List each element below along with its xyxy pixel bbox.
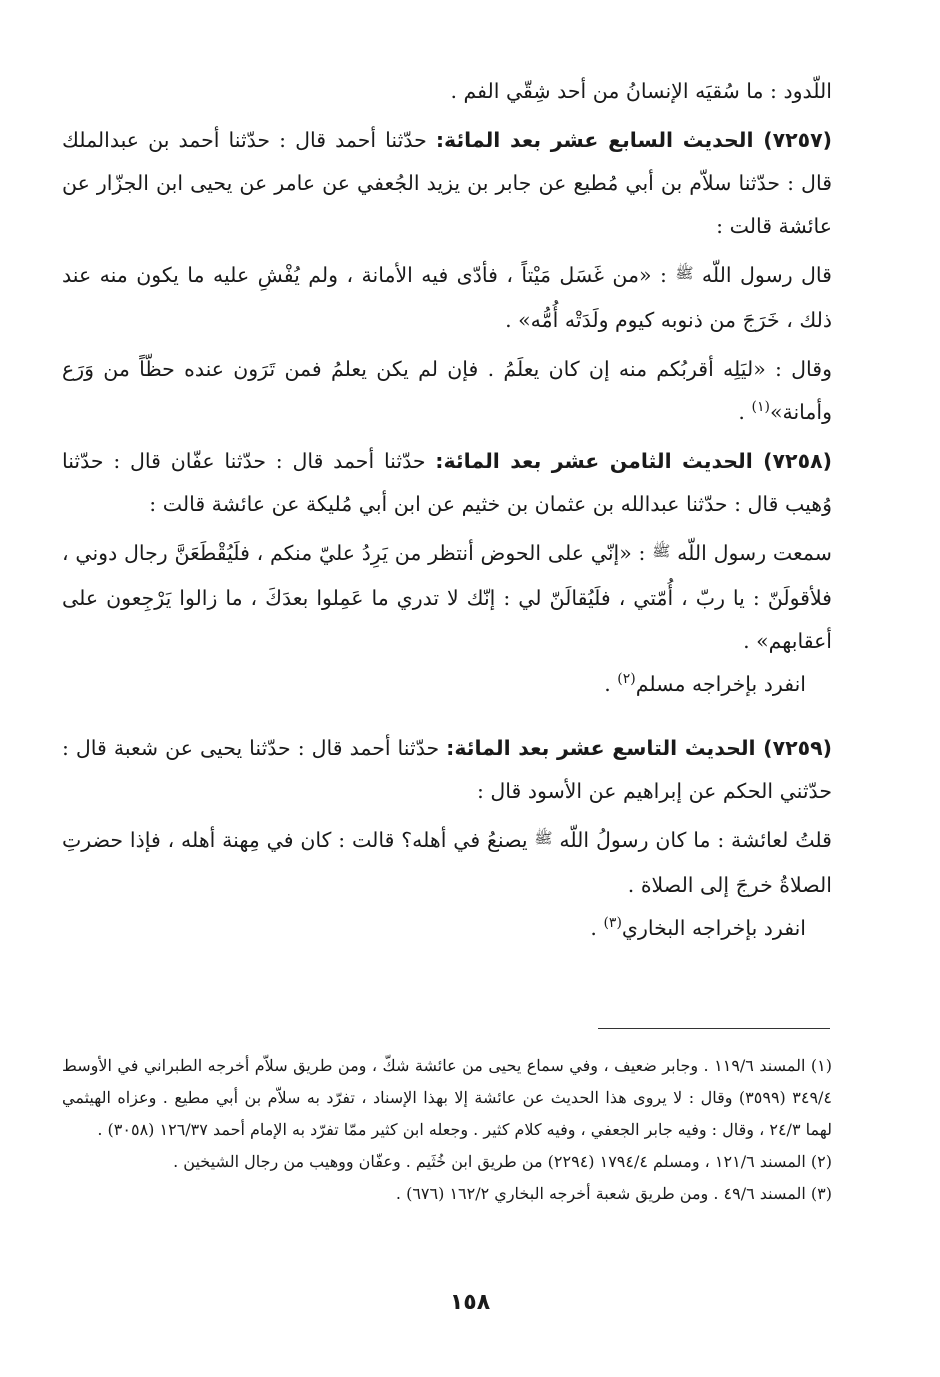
hadith-7257-matn-2-text: وقال : «ليَلِه أقربُكم منه إن كان يعلَمُ . فإن لم يكن يعلمُ فمن تَرَون عنده حظّاً من وَرَع وأمانة» — [62, 357, 832, 424]
hadith-7259-note-text: انفرد بإخراجه البخاري — [621, 915, 806, 940]
salawat-icon: ﷺ — [652, 542, 671, 560]
footnote-ref-2[interactable]: (٢) — [617, 671, 636, 688]
footnote-1: (١) المسند ١١٩/٦ . وجابر ضعيف ، وفي سماع يحيى من عائشة شكّ ، ومن طريق سلاّم أخرجه الطبراني في الأوسط ٣٤٩/٤ (٣٥٩٩) وقال : لا يروى هذا الحديث عن عائشة إلا بهذا الإسناد ، تفرّد به سلاّم بن أبي مطيع . وعزاه الهيثمي لهما ٢٤/٣ ، وقال : وفيه جابر الجعفي ، وفيه كلام كثير . وجعله ابن كثير ممّا تفرّد به الإمام أحمد ١٢٦/٣٧ (٣٠٥٨) . — [62, 1056, 833, 1139]
hadith-7258-note-text: انفرد بإخراجه مسلم — [635, 672, 806, 696]
period: . — [738, 400, 745, 424]
hadith-7257-matn-1 — [62, 254, 832, 342]
footnote-3: (٣) المسند ٤٩/٦ . ومن طريق شعبة أخرجه البخاري ١٦٢/٢ (٦٧٦) . — [395, 1184, 832, 1203]
period: . — [590, 915, 597, 940]
footnote-ref-1[interactable]: (١) — [751, 399, 770, 416]
hadith-7257-matn-2 — [62, 348, 832, 434]
footnote-2: (٢) المسند ١٢١/٦ ، ومسلم ١٧٩٤/٤ (٢٢٩٤) من طريق ابن خُثَيم . وعفّان ووهيب من رجال الشيخين . — [173, 1152, 832, 1171]
hadith-7259-heading: (٧٢٥٩) الحديث التاسع عشر بعد المائة: — [446, 735, 832, 760]
footnotes — [62, 1050, 832, 1210]
hadith-7258-matn-b: : «إنّي على الحوض أنتظر من يَرِدُ عليّ منكم ، فلَيُقْطَعَنَّ رجال دوني ، فلأقولَنّ : يا ربّ ، أُمّتي ، فلَيُقالَنّ لي : إنّك لا تدري ما عَمِلوا بعدَكَ ، ما زالوا يَرْجِعون على أعقابهم» . — [62, 541, 832, 653]
footnote-ref-3[interactable]: (٣) — [603, 914, 622, 931]
page-number: ١٥٨ — [449, 1290, 491, 1315]
hadith-7258-matn-a: سمعت رسول اللّه — [677, 541, 832, 565]
hadith-7257-matn-1b: : «من غَسَل مَيْتاً ، فأدّى فيه الأمانة ، ولم يُفْشِ عليه ما يكون منه عند ذلك ، خَرَجَ من ذنوبه كيوم ولَدَتْه أُمُّه» . — [62, 263, 832, 332]
hadith-7257-matn-1a: قال رسول اللّه — [701, 263, 832, 287]
hadith-7259-matn-a: قلتُ لعائشة : ما كان رسولُ اللّه — [559, 827, 832, 852]
hadith-7257-isnad-text: حدّثنا أحمد قال : حدّثنا أحمد بن عبدالملك قال : حدّثنا سلاّم بن أبي مُطيع عن جابر بن يزيد الجُعفي عن عامر عن يحيى ابن الجزّار عن عائشة قالت : — [62, 128, 832, 238]
hadith-7259-matn-b: يصنعُ في أهله؟ قالت : كان في مِهنة أهله ، فإذا حضرتِ الصلاةُ خرجَ إلى الصلاة . — [62, 827, 832, 897]
definition-text: اللّدود : ما سُقيَه الإنسانُ من أحد شِقّي الفم . — [450, 79, 832, 103]
main-text — [62, 70, 832, 970]
hadith-7258-note — [62, 663, 832, 706]
definition-paragraph — [62, 70, 832, 113]
hadith-7257-heading: (٧٢٥٧) الحديث السابع عشر بعد المائة: — [435, 128, 832, 152]
hadith-7259-isnad-text: حدّثنا أحمد قال : حدّثنا يحيى عن شعبة قال : حدّثني الحكم عن إبراهيم عن الأسود قال : — [62, 735, 832, 803]
hadith-7258-isnad — [62, 440, 832, 526]
salawat-icon: ﷺ — [675, 264, 694, 282]
footnote-divider — [598, 1028, 830, 1029]
hadith-7257-isnad — [62, 119, 832, 248]
hadith-7259-isnad — [62, 727, 832, 813]
hadith-7259-note — [62, 907, 832, 950]
hadith-7258-matn — [62, 532, 832, 663]
hadith-7258-isnad-text: حدّثنا أحمد قال : حدّثنا عفّان قال : حدّثنا وُهيب قال : حدّثنا عبدالله بن عثمان بن خثيم عن ابن أبي مُليكة عن عائشة قالت : — [62, 449, 832, 516]
hadith-7258-heading: (٧٢٥٨) الحديث الثامن عشر بعد المائة: — [435, 449, 832, 473]
hadith-7259-matn — [62, 819, 832, 907]
salawat-icon: ﷺ — [534, 828, 553, 847]
period: . — [604, 672, 611, 696]
